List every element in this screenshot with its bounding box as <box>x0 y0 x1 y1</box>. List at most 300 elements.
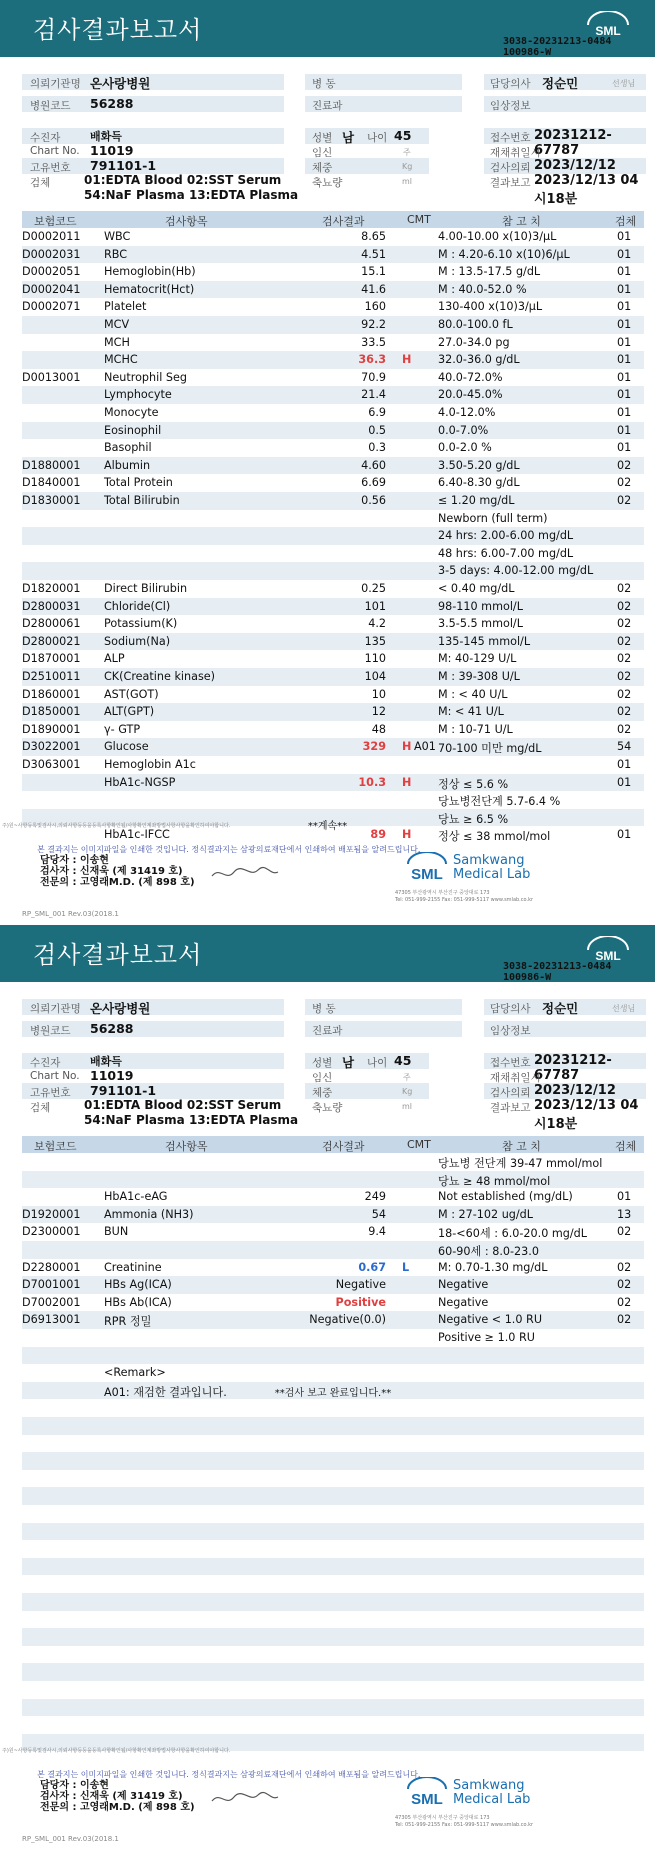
specimen-label: 검체 <box>30 177 51 189</box>
receipt-value: 20231212-67787 <box>534 128 612 158</box>
cell-flag: H <box>402 775 412 789</box>
cell-code: D0002071 <box>22 300 81 314</box>
specimen-line1: 01:EDTA Blood 02:SST Serum <box>84 1098 282 1112</box>
sex-label: 성별 <box>312 132 333 144</box>
samkwang-logo-icon <box>405 852 449 886</box>
cell-result: 249 <box>364 1190 386 1204</box>
cell-specimen: 02 <box>617 476 632 490</box>
cell-reference: Not established (mg/dL) <box>438 1190 573 1204</box>
table-row <box>22 774 644 792</box>
cell-name: A01: 재검한 결과입니다. <box>104 1385 227 1399</box>
age-value: 45 <box>394 128 412 143</box>
cell-code: D1840001 <box>22 476 81 490</box>
id-value: 791101-1 <box>90 158 157 173</box>
id-value: 791101-1 <box>90 1083 157 1098</box>
preg-unit: 주 <box>403 148 411 157</box>
cell-specimen: 01 <box>617 423 632 437</box>
cell-result: 0.67 <box>358 1260 386 1274</box>
cell-code: D2280001 <box>22 1260 81 1274</box>
preg-label: 임신 <box>312 147 333 159</box>
table-row <box>22 598 644 616</box>
cell-reference: Positive ≥ 1.0 RU <box>438 1331 535 1344</box>
table-row <box>22 1399 644 1417</box>
cell-result: 33.5 <box>361 335 386 349</box>
age-label: 나이 <box>367 132 388 144</box>
report-footer <box>0 822 655 922</box>
cell-name: Lymphocyte <box>104 388 172 402</box>
cell-name: γ- GTP <box>104 722 141 736</box>
cell-code: D3022001 <box>22 740 81 754</box>
ward-label: 병 동 <box>312 1003 336 1015</box>
address-1: 47305 부산광역시 부산진구 중앙대로 173 <box>395 1815 490 1821</box>
cell-reference: 당뇨병 전단계 39-47 mmol/mol <box>438 1157 603 1170</box>
table-row <box>22 281 644 299</box>
cell-reference: 27.0-34.0 pg <box>438 335 510 349</box>
table-row <box>22 1699 644 1717</box>
table-row <box>22 580 644 598</box>
cell-name: HbA1c-IFCC <box>104 828 170 842</box>
svg-text:SML: SML <box>411 866 443 883</box>
cell-code: D2800021 <box>22 634 81 648</box>
cell-reference: Newborn (full term) <box>438 511 548 525</box>
table-row <box>22 1276 644 1294</box>
cell-name: Albumin <box>104 458 151 472</box>
cell-result: Negative <box>335 1278 386 1292</box>
cell-name: HbA1c-eAG <box>104 1190 168 1204</box>
revision-code: RP_SML_001 Rev.03(2018.1 <box>22 910 119 918</box>
cell-name: Hematocrit(Hct) <box>104 282 195 296</box>
table-row <box>22 703 644 721</box>
table-row <box>22 545 644 563</box>
table-row <box>22 1716 644 1734</box>
cell-code: D6913001 <box>22 1313 81 1327</box>
id-label: 고유번호 <box>30 1087 71 1099</box>
sex-label: 성별 <box>312 1057 333 1069</box>
chart-value: 11019 <box>90 1068 134 1083</box>
receipt-label: 접수번호 <box>490 1057 531 1069</box>
address-2: Tel: 051-999-2155 Fax: 051-999-5117 www.smlab.co.kr <box>395 1822 534 1828</box>
cell-name: <Remark> <box>104 1366 166 1380</box>
cell-code: D1870001 <box>22 652 81 666</box>
table-row <box>22 1364 644 1382</box>
cell-specimen: 02 <box>617 458 632 472</box>
cell-result: 6.9 <box>368 406 386 419</box>
cell-reference: M : 13.5-17.5 g/dL <box>438 265 541 279</box>
cell-specimen: 02 <box>617 722 632 736</box>
cell-specimen: 02 <box>617 1313 632 1327</box>
samkwang-logo <box>405 1777 531 1815</box>
table-row <box>22 1171 644 1189</box>
urine-unit: ml <box>402 177 413 186</box>
col-ref-header: 참 고 치 <box>502 215 541 228</box>
results-table-header <box>22 211 644 228</box>
cell-specimen: 01 <box>617 282 632 296</box>
signer-3: 전문의 : 고영래M.D. (제 898 호) <box>40 1802 195 1813</box>
cell-result: 70.9 <box>361 370 386 384</box>
cell-result: 8.65 <box>361 230 386 243</box>
table-row <box>22 1470 644 1488</box>
age-label: 나이 <box>367 1057 388 1069</box>
cell-code: D2800061 <box>22 617 81 631</box>
table-row <box>22 650 644 668</box>
print-notice: 본 결과지는 이미지파일을 인쇄한 것입니다. 정식결과지는 삼광의료재단에서 인쇄하여 배포됨을 알려드립니다. <box>37 1770 421 1779</box>
cell-flag: H <box>402 828 412 842</box>
cell-name: Platelet <box>104 300 147 314</box>
cell-code: D0002011 <box>22 230 81 243</box>
table-row <box>22 334 644 352</box>
print-notice: 본 결과지는 이미지파일을 인쇄한 것입니다. 정식결과지는 삼광의료재단에서 인쇄하여 배포됨을 알려드립니다. <box>37 845 421 854</box>
cell-code: D1890001 <box>22 722 81 736</box>
cell-specimen: 02 <box>617 1260 632 1274</box>
cell-name: Direct Bilirubin <box>104 582 188 595</box>
report-label: 결과보고 <box>490 177 531 189</box>
cell-code: D0002051 <box>22 265 81 279</box>
cell-name: RPR 정밀 <box>104 1315 152 1329</box>
preg-label: 임신 <box>312 1072 333 1084</box>
samkwang-logo <box>405 852 531 890</box>
cell-cmt: A01 <box>414 740 436 754</box>
cell-reference: 48 hrs: 6.00-7.00 mg/dL <box>438 546 574 560</box>
cell-specimen: 02 <box>617 599 632 613</box>
cell-code: D1920001 <box>22 1207 81 1221</box>
col-lab-header: 검체 <box>615 215 637 228</box>
address-1: 47305 부산광역시 부산진구 중앙대로 173 <box>395 890 490 896</box>
signer-2: 검사자 : 신재욱 (제 31419 호) <box>40 1791 183 1802</box>
cell-code: D2510011 <box>22 670 81 683</box>
table-row <box>22 1558 644 1576</box>
table-row <box>22 633 644 651</box>
report-title: 검사결과보고서 <box>33 941 203 969</box>
fine-print: 주)원~사항등록및검사시,의뢰사항등등을등록사항확인됨/사항확인계좌방법사항사항을확인하여야합니다. <box>2 823 231 829</box>
table-row <box>22 1417 644 1435</box>
brand-name: Samkwang Medical Lab <box>453 853 531 882</box>
cell-result: 0.5 <box>368 423 386 437</box>
table-row <box>22 1241 644 1259</box>
doctor-value: 정순민 <box>542 76 579 91</box>
table-row <box>22 721 644 739</box>
weight-unit: Kg <box>402 1087 413 1096</box>
cell-code: D1820001 <box>22 582 81 595</box>
hospcode-label: 병원코드 <box>30 100 71 112</box>
cell-result: 54 <box>371 1207 386 1221</box>
weight-unit: Kg <box>402 162 413 171</box>
cell-result: 10 <box>371 687 386 701</box>
hospital-label: 의뢰기관명 <box>30 1003 81 1015</box>
table-row <box>22 1311 644 1329</box>
weight-label: 체중 <box>312 162 333 174</box>
cell-result: 110 <box>364 652 386 666</box>
cell-name: Hemoglobin(Hb) <box>104 265 196 279</box>
table-row <box>22 1575 644 1593</box>
table-row <box>22 492 644 510</box>
cell-reference: 24 hrs: 2.00-6.00 mg/dL <box>438 529 574 543</box>
cell-name: Monocyte <box>104 406 159 419</box>
cell-result: 92.2 <box>361 318 386 331</box>
cell-result: 101 <box>364 599 386 613</box>
cell-specimen: 13 <box>617 1207 632 1221</box>
cell-specimen: 01 <box>617 441 632 455</box>
cell-code: D2800031 <box>22 599 81 613</box>
cell-name: Ammonia (NH3) <box>104 1207 194 1221</box>
cell-result: 0.3 <box>368 441 386 455</box>
name-value: 배화득 <box>90 130 122 143</box>
revision-code: RP_SML_001 Rev.03(2018.1 <box>22 1835 119 1843</box>
signature-icon <box>210 862 280 884</box>
cell-reference: 3.50-5.20 g/dL <box>438 458 520 472</box>
cell-name: Hemoglobin A1c <box>104 758 196 771</box>
svg-text:SML: SML <box>411 1791 443 1808</box>
col-result-header: 검사결과 <box>322 1140 365 1153</box>
cell-name: MCV <box>104 318 130 331</box>
cell-reference: 60-90세 : 8.0-23.0 <box>438 1245 539 1258</box>
table-row <box>22 1593 644 1611</box>
cell-result: 89 <box>370 828 386 842</box>
table-row <box>22 263 644 281</box>
cell-reference: Negative <box>438 1295 489 1309</box>
cell-reference: M : < 40 U/L <box>438 687 508 701</box>
cell-reference: 98-110 mmol/L <box>438 599 523 613</box>
table-row <box>22 510 644 528</box>
results-table-header <box>22 1136 644 1153</box>
cell-name: Sodium(Na) <box>104 634 171 648</box>
cell-reference: 80.0-100.0 fL <box>438 318 513 331</box>
table-row <box>22 738 644 756</box>
cell-reference: 4.00-10.00 x(10)3/μL <box>438 230 557 243</box>
cell-result: 329 <box>362 740 386 754</box>
req-value: 2023/12/12 <box>534 1083 616 1098</box>
cell-name: Chloride(Cl) <box>104 599 171 613</box>
table-row <box>22 668 644 686</box>
doctor-title: 선생님 <box>612 1004 636 1013</box>
cell-name: Total Protein <box>104 476 173 490</box>
cell-code: D0002031 <box>22 247 81 261</box>
table-row <box>22 1505 644 1523</box>
report-value: 2023/12/13 04시18분 <box>534 1098 639 1132</box>
urine-unit: ml <box>402 1102 413 1111</box>
preg-unit: 주 <box>403 1073 411 1082</box>
cell-specimen: 02 <box>617 582 632 595</box>
cell-name: BUN <box>104 1225 129 1239</box>
col-lab-header: 검체 <box>615 1140 637 1153</box>
continue-note: **계속** <box>307 821 348 832</box>
cell-reference: 0.0-7.0% <box>438 423 489 437</box>
cell-reference: 4.0-12.0% <box>438 406 496 419</box>
samkwang-logo-icon <box>405 1777 449 1811</box>
cell-reference: 130-400 x(10)3/μL <box>438 300 543 314</box>
dept-label: 진료과 <box>312 1025 343 1037</box>
cell-specimen: 01 <box>617 265 632 279</box>
cell-specimen: 01 <box>617 388 632 402</box>
table-row <box>22 756 644 774</box>
svg-text:SML: SML <box>595 949 621 963</box>
specimen-line1: 01:EDTA Blood 02:SST Serum <box>84 173 282 187</box>
table-row <box>22 1611 644 1629</box>
signer-1: 담당자 : 이송현 <box>40 1780 109 1791</box>
table-row <box>22 1523 644 1541</box>
signer-2: 검사자 : 신재욱 (제 31419 호) <box>40 866 183 877</box>
cell-result: Negative(0.0) <box>309 1313 386 1327</box>
name-label: 수진자 <box>30 132 61 144</box>
cell-reference: ≤ 1.20 mg/dL <box>438 494 515 507</box>
col-code-header: 보험코드 <box>34 1140 77 1153</box>
table-row <box>22 527 644 545</box>
report-page <box>0 925 655 1850</box>
cell-specimen: 02 <box>617 687 632 701</box>
cell-reference: M: < 41 U/L <box>438 705 504 719</box>
cell-code: D0002041 <box>22 282 81 296</box>
cell-name: HbA1c-NGSP <box>104 775 176 789</box>
table-row <box>22 1663 644 1681</box>
cell-specimen: 01 <box>617 300 632 314</box>
cell-result: 6.69 <box>361 476 386 490</box>
chart-label: Chart No. <box>30 145 80 157</box>
col-result-header: 검사결과 <box>322 215 365 228</box>
document-number: 3038-20231213-0484 100986-W <box>503 36 612 58</box>
hospital-label: 의뢰기관명 <box>30 78 81 90</box>
cell-name: Glucose <box>104 740 149 754</box>
cell-result: Positive <box>335 1295 386 1309</box>
table-row <box>22 1188 644 1206</box>
cell-reference: 6.40-8.30 g/dL <box>438 476 520 490</box>
cell-specimen: 01 <box>617 335 632 349</box>
cell-reference: 정상 ≤ 5.6 % <box>438 777 509 791</box>
cell-code: D1850001 <box>22 705 81 719</box>
table-row <box>22 1646 644 1664</box>
table-row <box>22 1153 644 1171</box>
table-row <box>22 457 644 475</box>
receipt-label: 접수번호 <box>490 132 531 144</box>
cell-name: WBC <box>104 230 131 243</box>
col-name-header: 검사항목 <box>165 215 208 228</box>
table-row <box>22 686 644 704</box>
signer-3: 전문의 : 고영래M.D. (제 898 호) <box>40 877 195 888</box>
hospital-value: 온사랑병원 <box>90 1001 151 1016</box>
table-row <box>22 422 644 440</box>
cell-reference: 70-100 미만 mg/dL <box>438 742 542 756</box>
age-value: 45 <box>394 1053 412 1068</box>
cell-specimen: 01 <box>617 406 632 419</box>
sex-value: 남 <box>342 130 355 145</box>
table-row <box>22 474 644 492</box>
table-row <box>22 1452 644 1470</box>
cell-specimen: 54 <box>617 740 632 754</box>
cell-result: 41.6 <box>361 282 386 296</box>
col-cmt-header: CMT <box>407 1138 431 1151</box>
cell-result: 15.1 <box>361 265 386 279</box>
cell-reference: 32.0-36.0 g/dL <box>438 353 520 367</box>
cell-specimen: 01 <box>617 1190 632 1204</box>
cell-result: 4.2 <box>368 617 386 631</box>
cell-reference: M: 0.70-1.30 mg/dL <box>438 1260 548 1274</box>
table-row <box>22 404 644 422</box>
req-value: 2023/12/12 <box>534 158 616 173</box>
cell-flag: H <box>402 740 412 754</box>
cell-result: 104 <box>364 670 386 683</box>
report-label: 결과보고 <box>490 1102 531 1114</box>
cell-name: AST(GOT) <box>104 687 159 701</box>
cell-specimen: 01 <box>617 775 632 789</box>
cell-name: CK(Creatine kinase) <box>104 670 216 683</box>
cell-result: 48 <box>371 722 386 736</box>
cell-reference: M : 27-102 ug/dL <box>438 1207 534 1221</box>
brand-name: Samkwang Medical Lab <box>453 1778 531 1807</box>
chart-label: Chart No. <box>30 1070 80 1082</box>
receipt-value: 20231212-67787 <box>534 1053 612 1083</box>
table-row <box>22 1628 644 1646</box>
cell-code: D3063001 <box>22 758 81 771</box>
cell-name: Total Bilirubin <box>104 494 180 507</box>
cell-reference: 3-5 days: 4.00-12.00 mg/dL <box>438 564 594 578</box>
cell-reference: M : 4.20-6.10 x(10)6/μL <box>438 247 570 261</box>
svg-text:SML: SML <box>595 24 621 38</box>
recollect-label: 재채취일시 <box>490 147 541 159</box>
specimen-line2: 54:NaF Plasma 13:EDTA Plasma <box>84 1113 299 1127</box>
cell-result: 12 <box>371 705 386 719</box>
cell-reference: M: 40-129 U/L <box>438 652 517 666</box>
cell-name: Creatinine <box>104 1260 162 1274</box>
name-label: 수진자 <box>30 1057 61 1069</box>
report-footer <box>0 1747 655 1847</box>
cell-reference: M : 40.0-52.0 % <box>438 282 527 296</box>
cell-name: Potassium(K) <box>104 617 178 631</box>
table-row <box>22 246 644 264</box>
cell-flag: H <box>402 353 412 367</box>
doctor-label: 담당의사 <box>490 78 531 90</box>
cell-specimen: 01 <box>617 758 632 771</box>
address-2: Tel: 051-999-2155 Fax: 051-999-5117 www.smlab.co.kr <box>395 897 534 903</box>
cell-specimen: 02 <box>617 1225 632 1239</box>
table-row <box>22 1259 644 1277</box>
report-value: 2023/12/13 04시18분 <box>534 173 639 207</box>
cell-name: HBs Ab(ICA) <box>104 1295 172 1309</box>
cell-specimen: 01 <box>617 353 632 367</box>
cell-reference: M : 39-308 U/L <box>438 670 520 683</box>
table-row <box>22 1681 644 1699</box>
table-row <box>22 386 644 404</box>
cell-reference: 3.5-5.5 mmol/L <box>438 617 523 631</box>
name-value: 배화득 <box>90 1055 122 1068</box>
hospcode-value: 56288 <box>90 96 134 111</box>
urine-label: 축뇨량 <box>312 1102 343 1114</box>
hospital-value: 온사랑병원 <box>90 76 151 91</box>
col-cmt-header: CMT <box>407 213 431 226</box>
cell-reference: M : 10-71 U/L <box>438 722 513 736</box>
chart-value: 11019 <box>90 143 134 158</box>
cell-code: D0013001 <box>22 370 81 384</box>
cell-code: D1830001 <box>22 494 81 507</box>
cell-result: 4.51 <box>361 247 386 261</box>
table-row <box>22 1487 644 1505</box>
cell-reference: 20.0-45.0% <box>438 388 503 402</box>
specimen-line2: 54:NaF Plasma 13:EDTA Plasma <box>84 188 299 202</box>
doctor-label: 담당의사 <box>490 1003 531 1015</box>
table-row <box>22 562 644 580</box>
cell-specimen: 02 <box>617 634 632 648</box>
cell-specimen: 01 <box>617 230 632 243</box>
urine-label: 축뇨량 <box>312 177 343 189</box>
cell-specimen: 02 <box>617 705 632 719</box>
table-row <box>22 1223 644 1241</box>
doctor-title: 선생님 <box>612 79 636 88</box>
cell-name: MCHC <box>104 353 138 367</box>
table-row <box>22 1540 644 1558</box>
cell-result: 135 <box>364 634 386 648</box>
cell-name: Neutrophil Seg <box>104 370 187 384</box>
cell-code: D1880001 <box>22 458 81 472</box>
cell-result: 0.56 <box>361 494 386 507</box>
cell-specimen: 02 <box>617 494 632 507</box>
cell-reference: 당뇨병전단계 5.7-6.4 % <box>438 795 561 809</box>
